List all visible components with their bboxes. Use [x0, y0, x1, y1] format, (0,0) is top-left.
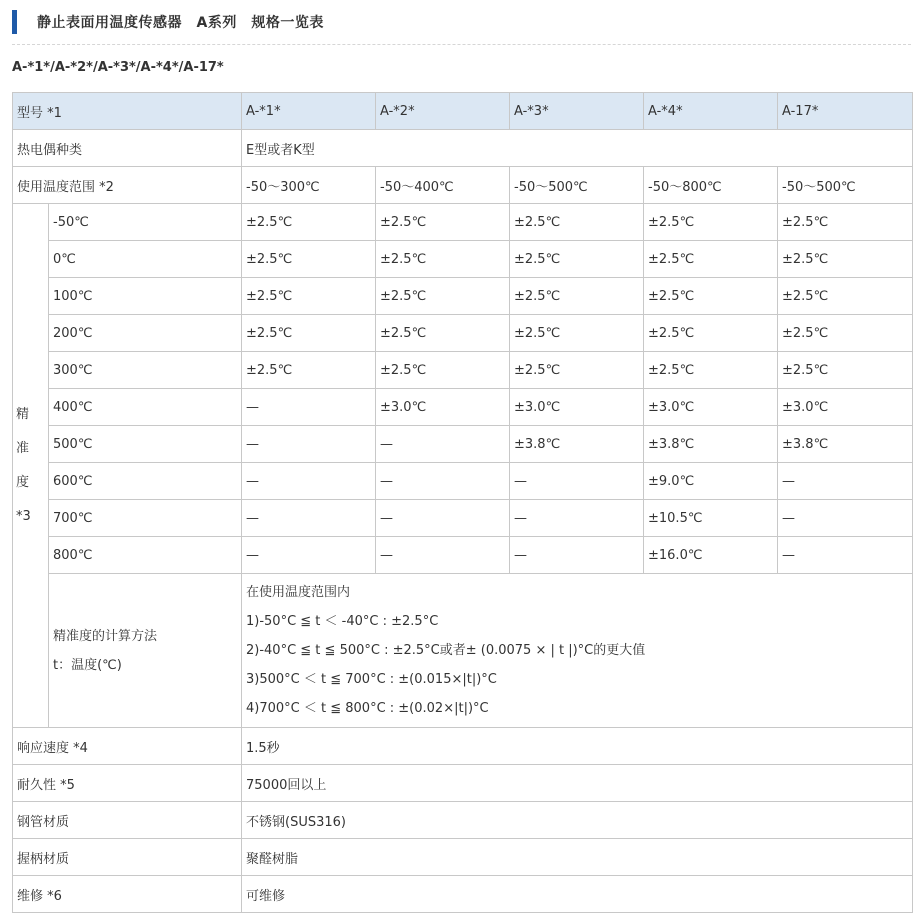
accuracy-cell: ±2.5℃ [644, 352, 778, 389]
tube-material-label: 钢管材质 [13, 802, 242, 839]
response-value: 1.5秒 [242, 728, 913, 765]
accuracy-temp: 500℃ [49, 426, 242, 463]
accuracy-cell: ±3.0℃ [644, 389, 778, 426]
accuracy-temp: 400℃ [49, 389, 242, 426]
accuracy-cell: — [510, 537, 644, 574]
accuracy-cell: ±2.5℃ [242, 278, 376, 315]
handle-material-value: 聚醛树脂 [242, 839, 913, 876]
accuracy-cell: ±2.5℃ [510, 204, 644, 241]
method-line: 4)700°C ＜ t ≦ 800°C : ±(0.02×|t|)°C [246, 701, 489, 716]
accuracy-cell: — [510, 500, 644, 537]
handle-material-label: 握柄材质 [13, 839, 242, 876]
table-row [13, 728, 913, 765]
model-series-title: A-*1*/A-*2*/A-*3*/A-*4*/A-17* [12, 60, 224, 75]
accuracy-cell: — [242, 389, 376, 426]
accuracy-row [13, 500, 913, 537]
accuracy-method-label [49, 574, 242, 728]
accuracy-cell: — [242, 537, 376, 574]
accuracy-temp: 600℃ [49, 463, 242, 500]
table-row [13, 130, 913, 167]
accuracy-char: 度 [16, 474, 30, 490]
accuracy-cell: — [376, 537, 510, 574]
tube-material-value: 不锈钢(SUS316) [242, 802, 913, 839]
accuracy-cell: ±2.5℃ [242, 204, 376, 241]
accuracy-cell: ±3.8℃ [644, 426, 778, 463]
temp-range-cell: -50～500℃ [510, 167, 644, 204]
accuracy-cell: ±2.5℃ [778, 315, 913, 352]
temp-range-cell: -50～500℃ [778, 167, 913, 204]
table-header-row [13, 93, 913, 130]
method-line: 1)-50°C ≦ t ＜ -40°C : ±2.5°C [246, 614, 439, 629]
accuracy-cell: ±2.5℃ [778, 204, 913, 241]
accuracy-temp: 200℃ [49, 315, 242, 352]
method-line: 2)-40°C ≦ t ≦ 500°C : ±2.5°C或者± (0.0075 × | t |)°C的更大值 [246, 643, 646, 658]
method-label-line: 精准度的计算方法 [53, 628, 158, 644]
method-label-line: t：温度(℃) [53, 657, 122, 673]
table-row [13, 876, 913, 913]
thermocouple-label: 热电偶种类 [13, 130, 242, 167]
accuracy-row [13, 315, 913, 352]
accuracy-temp: 700℃ [49, 500, 242, 537]
accuracy-row [13, 204, 913, 241]
accuracy-cell: ±2.5℃ [778, 278, 913, 315]
accuracy-cell: ±3.8℃ [778, 426, 913, 463]
accuracy-row [13, 389, 913, 426]
temp-range-label: 使用温度范围 *2 [13, 167, 242, 204]
method-line: 3)500°C ＜ t ≦ 700°C : ±(0.015×|t|)°C [246, 672, 497, 687]
temp-range-cell: -50～300℃ [242, 167, 376, 204]
accuracy-cell: ±2.5℃ [510, 352, 644, 389]
accuracy-row [13, 352, 913, 389]
accuracy-row [13, 241, 913, 278]
accuracy-method-row [13, 574, 913, 728]
accuracy-cell: ±3.0℃ [510, 389, 644, 426]
accuracy-row [13, 537, 913, 574]
accuracy-row [13, 463, 913, 500]
accuracy-temp: 300℃ [49, 352, 242, 389]
section-header [12, 10, 911, 45]
repair-label: 维修 *6 [13, 876, 242, 913]
accuracy-cell: — [778, 500, 913, 537]
accuracy-cell: ±3.0℃ [778, 389, 913, 426]
accuracy-cell: ±2.5℃ [644, 241, 778, 278]
model-label: 型号 *1 [13, 93, 242, 130]
accuracy-cell: ±2.5℃ [376, 315, 510, 352]
accuracy-cell: ±2.5℃ [778, 352, 913, 389]
accuracy-cell: ±2.5℃ [644, 204, 778, 241]
table-row [13, 167, 913, 204]
accuracy-cell: ±2.5℃ [376, 352, 510, 389]
accuracy-cell: — [376, 500, 510, 537]
accuracy-cell: ±2.5℃ [242, 241, 376, 278]
temp-range-cell: -50～400℃ [376, 167, 510, 204]
model-a4: A-*4* [644, 93, 778, 130]
accuracy-cell: ±2.5℃ [644, 278, 778, 315]
accuracy-cell: ±2.5℃ [376, 204, 510, 241]
thermocouple-value: E型或者K型 [242, 130, 913, 167]
model-a3: A-*3* [510, 93, 644, 130]
accuracy-cell: — [778, 537, 913, 574]
model-a2: A-*2* [376, 93, 510, 130]
durability-label: 耐久性 *5 [13, 765, 242, 802]
accuracy-cell: ±9.0℃ [644, 463, 778, 500]
accuracy-cell: ±2.5℃ [242, 352, 376, 389]
accuracy-cell: ±2.5℃ [778, 241, 913, 278]
accuracy-row [13, 426, 913, 463]
repair-value: 可维修 [242, 876, 913, 913]
temp-range-cell: -50～800℃ [644, 167, 778, 204]
accuracy-cell: — [510, 463, 644, 500]
durability-value: 75000回以上 [242, 765, 913, 802]
method-line: 在使用温度范围内 [246, 585, 351, 600]
model-a1: A-*1* [242, 93, 376, 130]
accuracy-cell: — [376, 426, 510, 463]
accuracy-char: 精 [16, 406, 30, 422]
accuracy-cell: ±2.5℃ [510, 278, 644, 315]
accuracy-temp: 800℃ [49, 537, 242, 574]
accuracy-cell: ±2.5℃ [510, 241, 644, 278]
table-row [13, 765, 913, 802]
accuracy-cell: — [242, 426, 376, 463]
response-label: 响应速度 *4 [13, 728, 242, 765]
accuracy-cell: ±3.0℃ [376, 389, 510, 426]
accuracy-cell: ±3.8℃ [510, 426, 644, 463]
accuracy-method-text [242, 574, 913, 728]
accuracy-cell: ±2.5℃ [510, 315, 644, 352]
accuracy-cell: ±2.5℃ [376, 241, 510, 278]
accuracy-row [13, 278, 913, 315]
model-a17: A-17* [778, 93, 913, 130]
accuracy-group-label [13, 204, 49, 728]
table-row [13, 802, 913, 839]
accuracy-cell: — [778, 463, 913, 500]
accuracy-temp: 0℃ [49, 241, 242, 278]
accuracy-temp: -50℃ [49, 204, 242, 241]
accuracy-cell: ±2.5℃ [644, 315, 778, 352]
page-title: 静止表面用温度传感器 A系列 规格一览表 [37, 15, 324, 31]
accuracy-cell: — [376, 463, 510, 500]
accuracy-temp: 100℃ [49, 278, 242, 315]
accuracy-char: *3 [16, 508, 31, 524]
spec-table [12, 92, 913, 913]
accuracy-cell: ±10.5℃ [644, 500, 778, 537]
accuracy-cell: — [242, 500, 376, 537]
accuracy-char: 准 [16, 440, 30, 456]
table-row [13, 839, 913, 876]
accuracy-cell: ±16.0℃ [644, 537, 778, 574]
header-accent-bar [12, 10, 17, 34]
accuracy-cell: ±2.5℃ [376, 278, 510, 315]
accuracy-cell: — [242, 463, 376, 500]
accuracy-cell: ±2.5℃ [242, 315, 376, 352]
